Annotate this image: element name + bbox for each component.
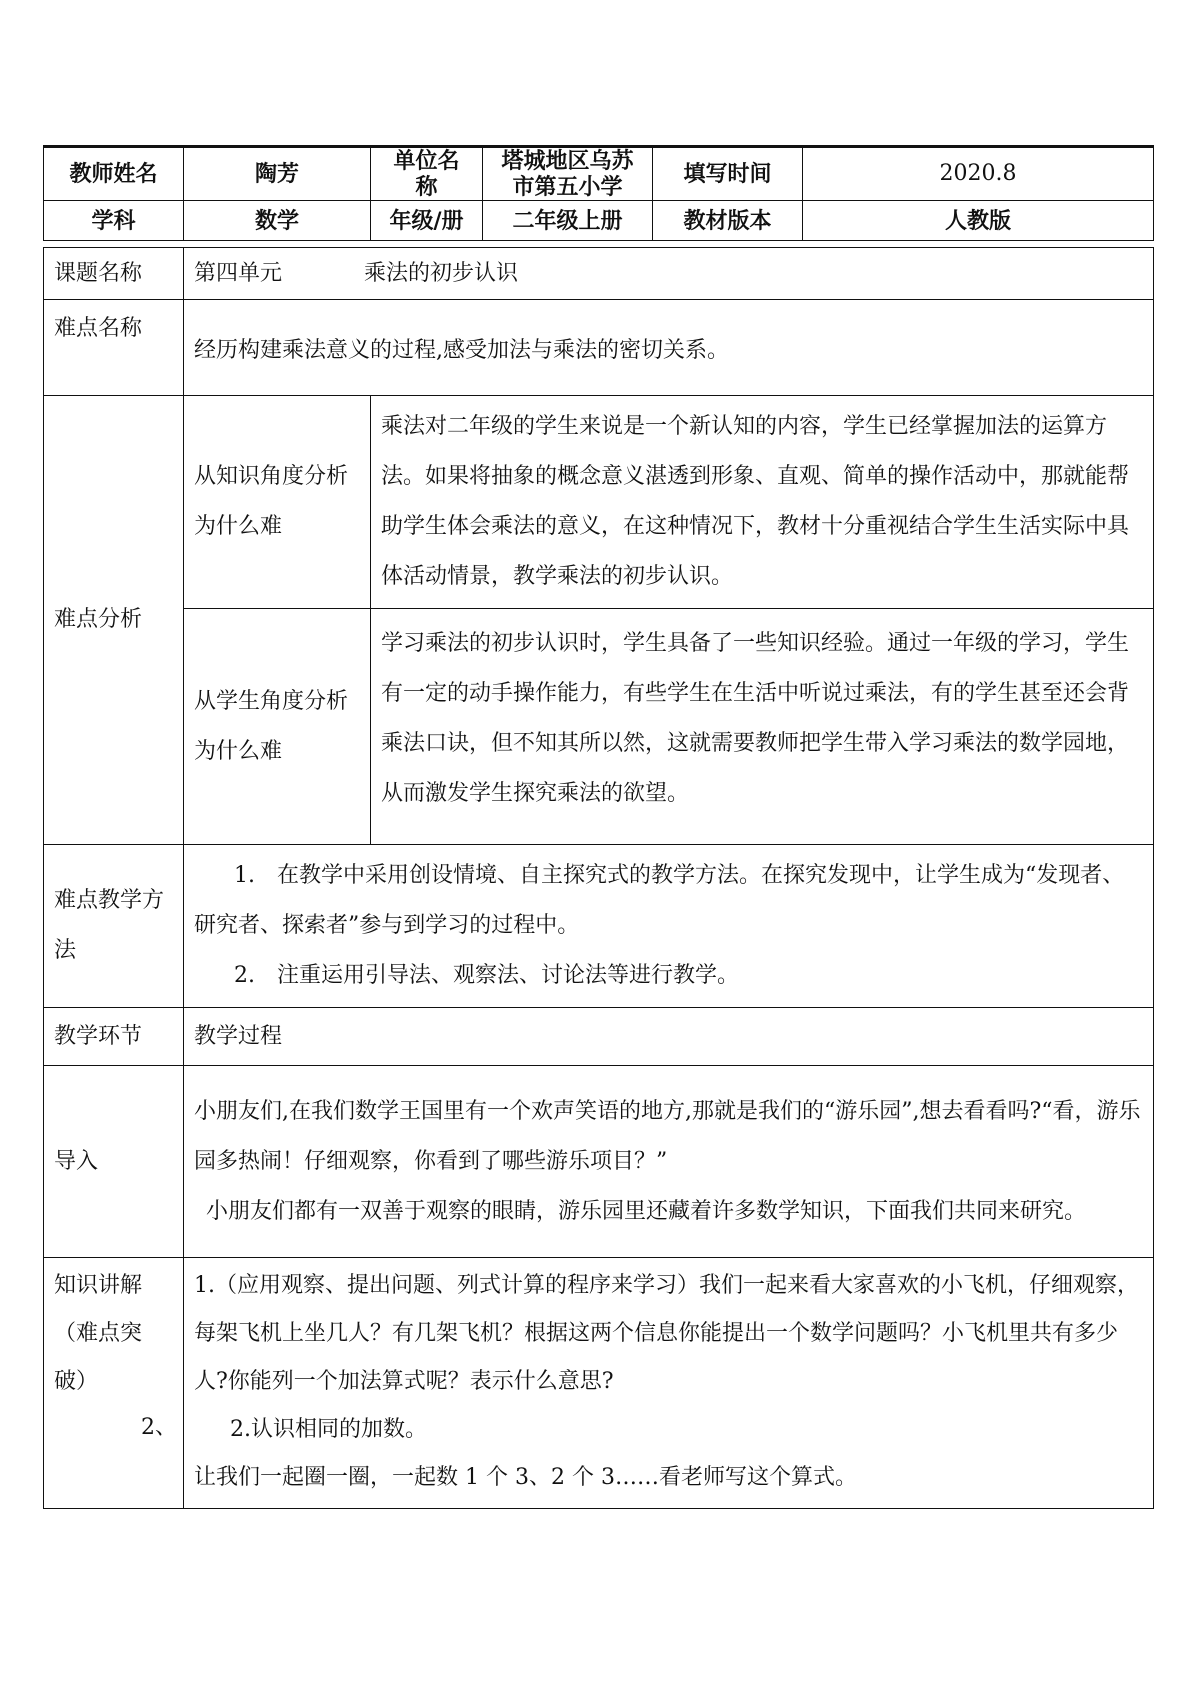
intro-row (44, 1066, 1154, 1258)
intro-cell (184, 1066, 1154, 1258)
student-angle-label: 从学生角度分析为什么难 (184, 609, 371, 845)
edition-value: 人教版 (803, 201, 1154, 241)
header-row-1 (44, 147, 1154, 201)
lesson-title-label: 课题名称 (44, 248, 184, 300)
subject-label: 学科 (44, 201, 184, 241)
knowledge-row (44, 1258, 1154, 1509)
method-cell (184, 845, 1154, 1008)
intro-para-1: 小朋友们,在我们数学王国里有一个欢声笑语的地方,那就是我们的“游乐园”,想去看看吗?“看，游乐园多热闹！仔细观察，你看到了哪些游乐项目？” (194, 1098, 1141, 1174)
process-value: 教学过程 (184, 1008, 1154, 1066)
teacher-name-value: 陶芳 (184, 147, 371, 201)
lesson-plan-table (43, 145, 1154, 247)
student-angle-text: 学习乘法的初步认识时，学生具备了一些知识经验。通过一年级的学习，学生有一定的动手操作能力，有些学生在生活中听说过乘法，有的学生甚至还会背乘法口诀，但不知其所以然，这就需要教师把学生带入学习乘法的数学园地，从而激发学生探究乘法的欲望。 (371, 609, 1154, 845)
knowledge-para-2: 2.认识相同的加数。 (230, 1417, 427, 1442)
knowledge-label: 知识讲解（难点突破） (54, 1273, 143, 1394)
knowledge-angle-text: 乘法对二年级的学生来说是一个新认知的内容，学生已经掌握加法的运算方法。如果将抽象的概念意义湛透到形象、直观、简单的操作活动中，那就能帮助学生体会乘法的意义，在这种情况下，教材十分重视结合学生生活实际中具体活动情景，教学乘法的初步认识。 (371, 396, 1154, 609)
lesson-unit: 第四单元 (194, 260, 283, 286)
fill-date-value: 2020.8 (803, 147, 1154, 201)
lesson-body-table (43, 247, 1154, 1509)
knowledge-cell (184, 1258, 1154, 1509)
knowledge-label-cell (44, 1258, 184, 1509)
difficulty-label: 难点名称 (44, 300, 184, 396)
subject-value: 数学 (184, 201, 371, 241)
intro-label: 导入 (44, 1066, 184, 1258)
method-item-2-num: 2. (234, 963, 255, 988)
lesson-title: 乘法的初步认识 (364, 260, 519, 286)
method-label: 难点教学方法 (44, 845, 184, 1008)
teacher-name-label: 教师姓名 (44, 147, 184, 201)
fill-date-label: 填写时间 (653, 147, 803, 201)
method-item-1 (194, 851, 1143, 951)
unit-name-label: 单位名称 (371, 147, 483, 201)
process-label: 教学环节 (44, 1008, 184, 1066)
knowledge-angle-label: 从知识角度分析为什么难 (184, 396, 371, 609)
knowledge-para-3: 让我们一起圈一圈，一起数 1 个 3、2 个 3……看老师写这个算式。 (194, 1465, 857, 1490)
lesson-title-cell (184, 248, 1154, 300)
analysis-knowledge-row (44, 396, 1154, 609)
method-item-1-text: 在教学中采用创设情境、自主探究式的教学方法。在探究发现中，让学生成为“发现者、研究者、探索者”参与到学习的过程中。 (194, 863, 1125, 938)
method-item-2-text: 注重运用引导法、观察法、讨论法等进行教学。 (277, 963, 740, 988)
knowledge-side-number: 2、 (141, 1415, 177, 1440)
analysis-label: 难点分析 (44, 396, 184, 845)
method-row (44, 845, 1154, 1008)
difficulty-row (44, 300, 1154, 396)
difficulty-text: 经历构建乘法意义的过程,感受加法与乘法的密切关系。 (184, 300, 1154, 396)
unit-name-value: 塔城地区乌苏市第五小学 (483, 147, 653, 201)
method-item-1-num: 1. (234, 863, 255, 888)
lesson-plan-sheet (43, 145, 1153, 1509)
lesson-title-row (44, 248, 1154, 300)
grade-label: 年级/册 (371, 201, 483, 241)
edition-label: 教材版本 (653, 201, 803, 241)
grade-value: 二年级上册 (483, 201, 653, 241)
knowledge-para-1: 1.（应用观察、提出问题、列式计算的程序来学习）我们一起来看大家喜欢的小飞机，仔细观察，每架飞机上坐几人？有几架飞机？根据这两个信息你能提出一个数学问题吗？小飞机里共有多少人?你能列一个加法算式呢？表示什么意思? (194, 1273, 1139, 1394)
analysis-student-row (44, 609, 1154, 845)
method-item-2 (194, 951, 1143, 1001)
process-row (44, 1008, 1154, 1066)
header-row-2 (44, 201, 1154, 241)
intro-para-2: 小朋友们都有一双善于观察的眼睛，游乐园里还藏着许多数学知识，下面我们共同来研究。 (206, 1198, 1087, 1224)
